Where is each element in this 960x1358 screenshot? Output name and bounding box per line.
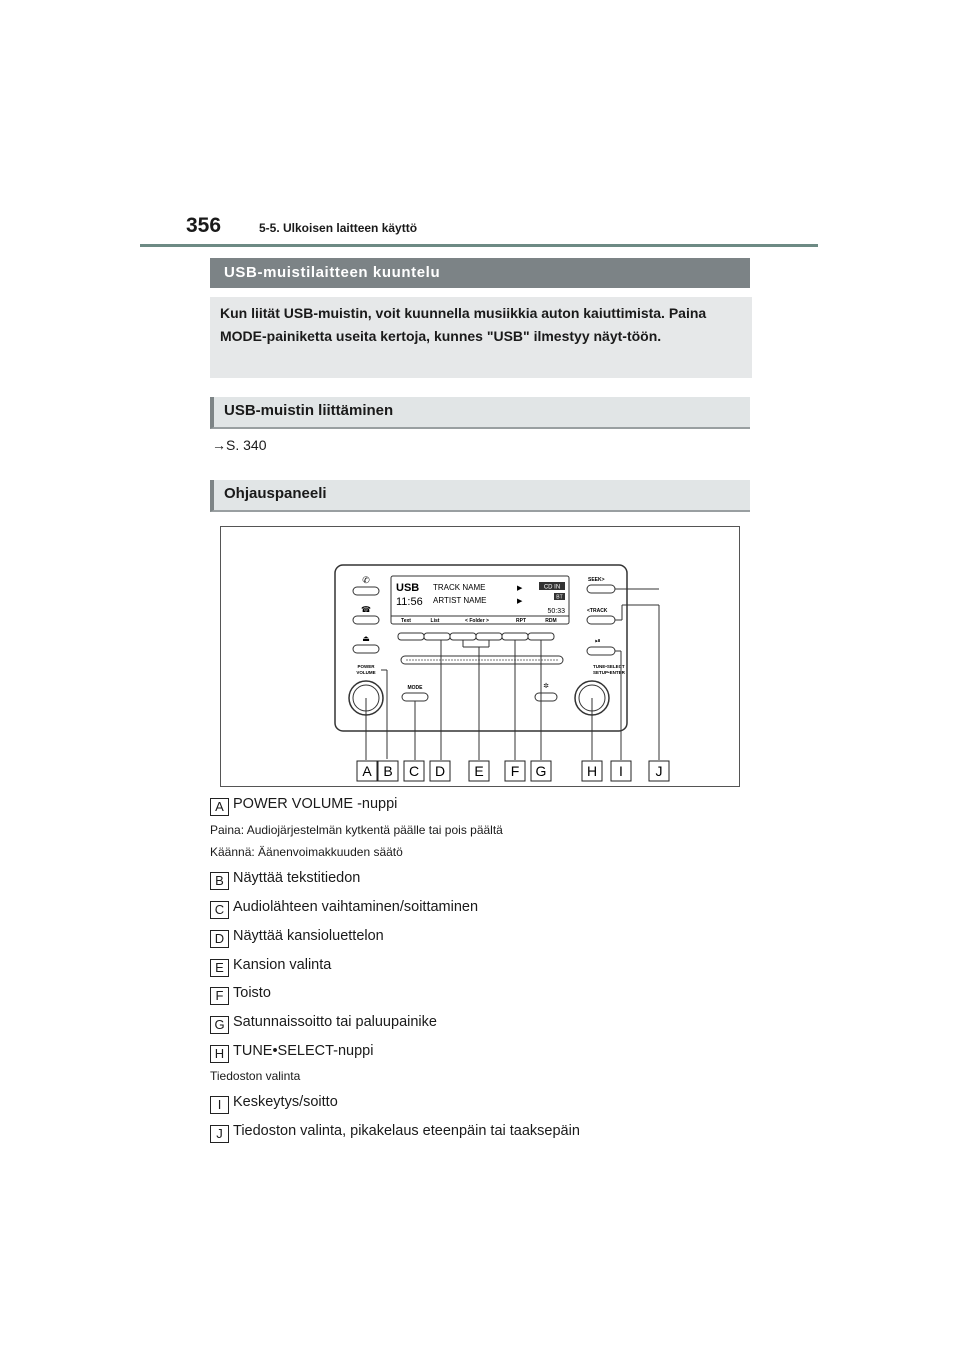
callout-j: J: [655, 763, 663, 779]
legend-item-i: [210, 1094, 338, 1114]
callout-row: [357, 761, 669, 781]
text-button: [398, 633, 424, 640]
legend-letter: J: [210, 1125, 229, 1143]
mode-button: [402, 693, 428, 701]
legend-item-c: [210, 899, 478, 919]
legend-text: Tiedoston valinta, pikakelaus eteenpäin tai taaksepäin: [233, 1123, 580, 1139]
page-number: 356: [186, 214, 222, 237]
legend-letter: G: [210, 1016, 229, 1034]
subsection-heading-panel: Ohjauspaneeli: [210, 480, 750, 512]
callout-g: G: [535, 763, 547, 779]
volume-label: VOLUME: [356, 670, 376, 675]
setup-enter-label: SETUP•ENTER: [593, 670, 625, 675]
softkey-list: List: [430, 618, 440, 624]
artist-arrow-icon: ▶: [517, 598, 523, 605]
legend-note-turn: Käännä: Äänenvoimakkuuden säätö: [210, 845, 403, 859]
softkey-text: Text: [401, 618, 411, 624]
legend-letter: B: [210, 872, 229, 890]
callout-c: C: [408, 763, 420, 779]
subsection-heading-connect: USB-muistin liittäminen: [210, 397, 750, 429]
eject-icon: ⏏: [362, 634, 370, 643]
track-button: [587, 616, 615, 624]
hangup-button: [353, 616, 379, 624]
callout-b: B: [383, 763, 393, 779]
legend-letter: C: [210, 901, 229, 919]
clock: 11:56: [396, 596, 423, 608]
mode-label: MODE: [407, 685, 423, 691]
legend-text: Näyttää kansioluettelon: [233, 928, 384, 944]
legend-item-b: [210, 870, 360, 890]
softkey-rdm: RDM: [545, 618, 557, 624]
legend-note-press: Paina: Audiojärjestelmän kytkentä päälle tai pois päältä: [210, 823, 503, 837]
softkey-folder: < Folder >: [465, 618, 489, 624]
header-rule: [140, 244, 818, 247]
legend-text: POWER VOLUME -nuppi: [233, 796, 398, 812]
elapsed-time: 50:33: [547, 608, 565, 615]
legend-item-e: [210, 957, 331, 977]
intro-box: Kun liität USB-muistin, voit kuunnella musiikkia auton kaiuttimista. Paina MODE-painiketta useita kertoja, kunnes "USB" ilmestyy näyt-töön.: [210, 297, 752, 378]
legend-text: TUNE•SELECT-nuppi: [233, 1043, 374, 1059]
tune-select-label: TUNE•SELECT: [593, 664, 625, 669]
legend-text: Toisto: [233, 985, 271, 1001]
cd-in-text: CD IN: [543, 584, 561, 591]
softkey-rpt: RPT: [516, 618, 526, 624]
legend-text: Audiolähteen vaihtaminen/soittaminen: [233, 899, 479, 915]
bt-text: BT: [556, 594, 563, 601]
legend-letter: A: [210, 798, 229, 816]
rdm-button: [528, 633, 554, 640]
folder-down-button: [450, 633, 476, 640]
control-panel-diagram: [221, 527, 739, 786]
phone-icon: ✆: [362, 575, 370, 585]
legend-letter: H: [210, 1045, 229, 1063]
control-panel-figure: [220, 526, 740, 787]
list-button: [424, 633, 450, 640]
eject-button: [353, 645, 379, 653]
phone-button: [353, 587, 379, 595]
page-reference[interactable]: →S. 340: [212, 437, 267, 453]
random-icon: ✲: [543, 683, 549, 690]
legend-letter: E: [210, 959, 229, 977]
callout-d: D: [434, 763, 446, 779]
legend-text: Näyttää tekstitiedon: [233, 870, 361, 886]
callout-f: F: [510, 763, 520, 779]
source-label: USB: [396, 582, 420, 594]
legend-letter: D: [210, 930, 229, 948]
rpt-button: [502, 633, 528, 640]
track-label: <TRACK: [587, 608, 608, 614]
power-label: POWER: [357, 664, 375, 669]
track-arrow-icon: ▶: [517, 585, 523, 592]
legend-text: Kansion valinta: [233, 957, 332, 973]
hangup-icon: ☎: [361, 605, 371, 614]
chapter-title: 5-5. Ulkoisen laitteen käyttö: [259, 221, 418, 235]
callout-e: E: [474, 763, 484, 779]
track-name: TRACK NAME: [433, 583, 486, 592]
callout-h: H: [586, 763, 598, 779]
legend-item-d: [210, 928, 384, 948]
legend-letter: F: [210, 987, 229, 1005]
callout-i: I: [619, 763, 623, 779]
legend-item-g: [210, 1014, 437, 1034]
section-heading: USB-muistilaitteen kuuntelu: [210, 258, 750, 288]
legend-item-a: [210, 796, 397, 816]
legend-text: Keskeytys/soitto: [233, 1094, 338, 1110]
play-pause-button: [587, 647, 615, 655]
callout-a: A: [362, 763, 372, 779]
seek-button: [587, 585, 615, 593]
return-button: [535, 693, 557, 701]
legend-item-f: [210, 985, 271, 1005]
play-pause-icon: ⏯: [595, 638, 601, 645]
artist-name: ARTIST NAME: [433, 596, 487, 605]
legend-note-h: Tiedoston valinta: [210, 1069, 301, 1083]
legend-item-j: [210, 1123, 580, 1143]
legend-text: Satunnaissoitto tai paluupainike: [233, 1014, 437, 1030]
legend-item-h: [210, 1043, 373, 1063]
folder-up-button: [476, 633, 502, 640]
seek-label: SEEK>: [588, 577, 605, 583]
legend-letter: I: [210, 1096, 229, 1114]
